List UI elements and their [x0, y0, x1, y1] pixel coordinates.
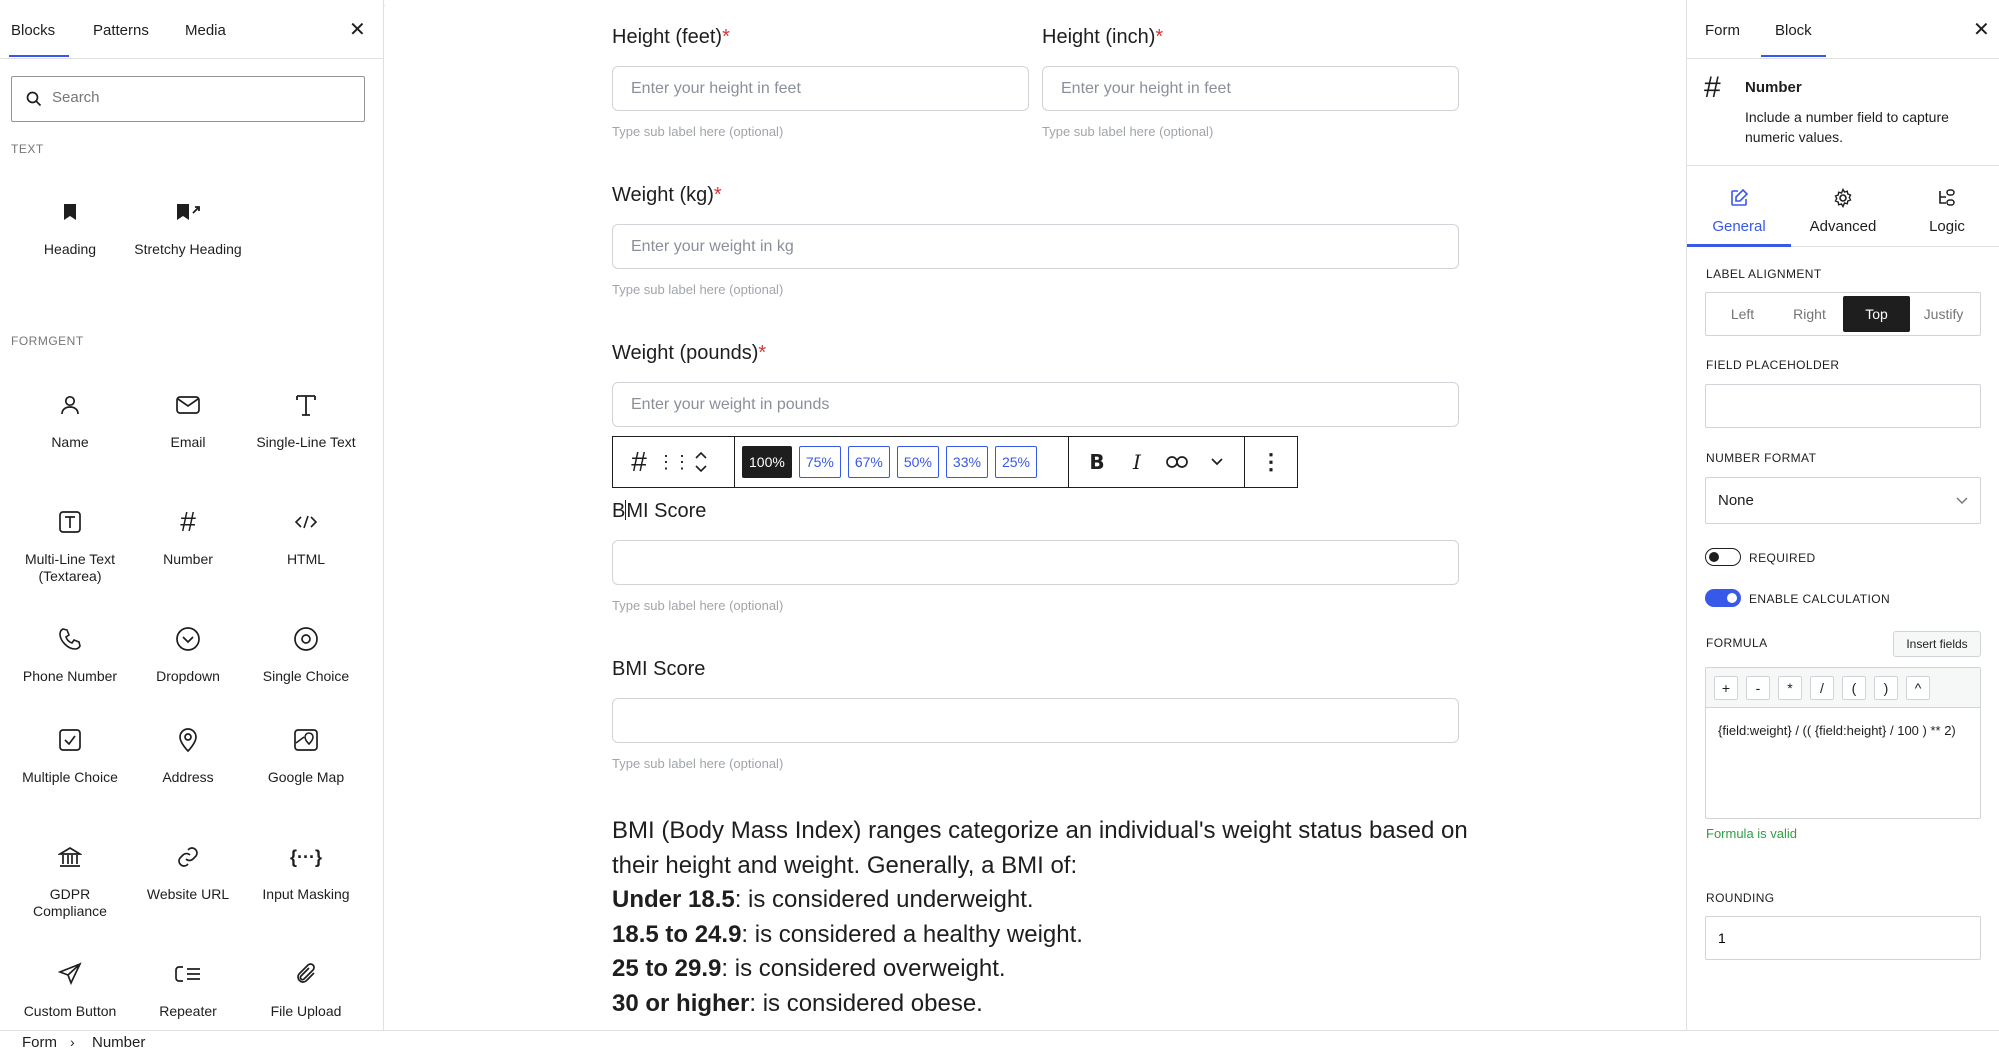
block-label: Heading: [43, 241, 97, 257]
block-description: Include a number field to capture numeric values.: [1745, 109, 1949, 145]
height-feet-input[interactable]: [613, 67, 1028, 110]
block-inserter-panel: [0, 0, 384, 1030]
block-label: Phone Number: [22, 668, 118, 684]
number-format-select[interactable]: [1705, 477, 1981, 524]
drag-handle-icon[interactable]: ⋮⋮: [657, 451, 689, 472]
edit-icon: [1729, 188, 1749, 208]
textarea-icon: [58, 510, 82, 534]
map-icon: [293, 727, 319, 753]
paperclip-icon: [294, 962, 318, 986]
search-input[interactable]: [52, 89, 352, 106]
operator-divide-button[interactable]: /: [1810, 676, 1834, 700]
block-website-url[interactable]: [129, 840, 247, 903]
tab-patterns[interactable]: Patterns: [93, 22, 149, 39]
tab-general[interactable]: General: [1687, 166, 1791, 246]
sub-label[interactable]: Type sub label here (optional): [1042, 124, 1214, 139]
block-input-masking[interactable]: [247, 840, 365, 903]
block-label: Google Map: [267, 769, 345, 785]
label-alignment-label: LABEL ALIGNMENT: [1706, 267, 1822, 281]
user-icon: [58, 393, 82, 417]
field-label-height-inch: Height (inch)*: [1042, 26, 1164, 48]
more-options-icon[interactable]: ⋮: [1260, 449, 1282, 474]
formula-operators: [1706, 668, 1980, 708]
bold-icon[interactable]: B: [1089, 450, 1105, 474]
toolbar-block-section: [613, 437, 735, 487]
formula-editor: [1705, 667, 1981, 819]
text-t-icon: [295, 393, 317, 417]
radio-icon: [293, 626, 319, 652]
block-label: Website URL: [146, 886, 230, 902]
description-line: 30 or higher: is considered obese.: [612, 989, 983, 1017]
inserter-tabs: [0, 0, 383, 59]
sub-label[interactable]: Type sub label here (optional): [612, 598, 784, 613]
block-multi-line-text[interactable]: [11, 505, 129, 585]
hash-icon[interactable]: #: [631, 446, 647, 477]
operator-open-paren-button[interactable]: (: [1842, 676, 1866, 700]
weight-pounds-input[interactable]: [613, 383, 1458, 426]
align-justify-option[interactable]: Justify: [1923, 306, 1964, 322]
weight-kg-input[interactable]: [613, 225, 1458, 268]
tab-logic[interactable]: Logic: [1895, 166, 1999, 246]
block-number[interactable]: [129, 505, 247, 568]
operator-plus-button[interactable]: +: [1714, 676, 1738, 700]
chevron-down-icon[interactable]: [1197, 457, 1237, 467]
enable-calculation-toggle[interactable]: [1705, 589, 1741, 607]
formula-status: Formula is valid: [1706, 826, 1798, 841]
chevron-right-icon: ›: [70, 1034, 75, 1050]
formula-label: FORMULA: [1706, 636, 1768, 650]
link-icon: [176, 845, 200, 869]
block-title: Number: [1745, 79, 1802, 96]
settings-subtabs: [1687, 166, 1999, 247]
block-custom-button[interactable]: [11, 957, 129, 1020]
rounding-input[interactable]: [1706, 917, 1980, 959]
block-label: Address: [162, 769, 214, 785]
width-100-button[interactable]: 100%: [742, 446, 792, 478]
field-placeholder-field: [1705, 384, 1981, 428]
description-intro: BMI (Body Mass Index) ranges categorize an individual's weight status based on their height and weight. Generally, a BMI of:: [612, 817, 1468, 879]
align-top-option[interactable]: Top: [1843, 296, 1910, 332]
close-icon[interactable]: ✕: [1973, 19, 1990, 41]
formula-textarea[interactable]: {field:weight} / (( {field:height} / 100 ) ** 2): [1718, 723, 1956, 738]
link-icon[interactable]: [1157, 455, 1197, 469]
width-50-button[interactable]: 50%: [897, 446, 939, 478]
field-label-weight-pounds: Weight (pounds)*: [612, 342, 767, 364]
block-label: Single-Line Text: [256, 434, 356, 450]
block-dropdown[interactable]: [129, 622, 247, 685]
bmi-score-field: [612, 540, 1459, 585]
required-asterisk: *: [758, 342, 767, 364]
block-label: Single Choice: [262, 668, 350, 684]
mask-braces-icon: {···}: [290, 846, 322, 867]
block-label: HTML: [286, 551, 326, 567]
tab-form[interactable]: Form: [1705, 22, 1740, 39]
breadcrumb-number[interactable]: Number: [92, 1034, 146, 1051]
block-single-line-text[interactable]: [247, 388, 365, 451]
block-label: Number: [163, 551, 213, 567]
close-icon[interactable]: ✕: [349, 19, 366, 41]
description-line: 25 to 29.9: is considered overweight.: [612, 955, 1006, 982]
width-75-button[interactable]: 75%: [799, 446, 841, 478]
sub-label[interactable]: Type sub label here (optional): [612, 282, 784, 297]
tab-media[interactable]: Media: [185, 22, 226, 39]
category-formgent: FORMGENT: [11, 334, 84, 348]
italic-icon[interactable]: I: [1133, 450, 1141, 474]
logic-icon: [1937, 188, 1957, 208]
search-icon: [26, 91, 42, 107]
operator-power-button[interactable]: ^: [1906, 676, 1930, 700]
required-label: REQUIRED: [1749, 551, 1816, 565]
chevron-circle-icon: [175, 626, 201, 652]
block-html[interactable]: [247, 505, 365, 568]
bookmark-icon: [62, 203, 78, 221]
block-label: Name: [51, 434, 89, 450]
code-icon: [294, 514, 318, 530]
required-asterisk: *: [713, 184, 722, 206]
block-repeater[interactable]: [129, 957, 247, 1020]
field-placeholder-input[interactable]: [1706, 385, 1980, 427]
block-label: GDPR Compliance: [33, 886, 107, 919]
block-name[interactable]: [11, 388, 129, 451]
block-label: Email: [170, 434, 206, 450]
block-label: Custom Button: [23, 1003, 117, 1019]
block-search: [11, 76, 365, 122]
block-label: Multi-Line Text (Textarea): [24, 551, 115, 584]
align-right-option[interactable]: Right: [1793, 306, 1826, 322]
height-inch-input[interactable]: [1043, 67, 1458, 110]
bmi-score-2-field: [612, 698, 1459, 743]
field-placeholder-label: FIELD PLACEHOLDER: [1706, 358, 1840, 372]
category-text: TEXT: [11, 142, 44, 156]
field-label-bmi-score-2: BMI Score: [612, 658, 706, 680]
hash-icon: #: [1704, 71, 1721, 104]
insert-fields-button[interactable]: Insert fields: [1893, 631, 1981, 657]
block-label: Input Masking: [262, 886, 350, 902]
breadcrumb: [0, 1030, 1999, 1053]
block-google-map[interactable]: [247, 723, 365, 786]
align-left-option[interactable]: Left: [1730, 306, 1755, 322]
rounding-label: ROUNDING: [1706, 891, 1775, 905]
label-alignment-control: [1705, 292, 1981, 336]
chevron-down-icon: [1956, 497, 1968, 505]
move-up-down-icon[interactable]: [683, 449, 719, 475]
block-label: Dropdown: [156, 668, 220, 684]
enable-calculation-label: ENABLE CALCULATION: [1749, 592, 1891, 606]
block-label: Multiple Choice: [22, 769, 118, 785]
bmi-score-input[interactable]: [613, 541, 1458, 584]
width-33-button[interactable]: 33%: [946, 446, 988, 478]
required-asterisk: *: [722, 26, 730, 48]
operator-minus-button[interactable]: -: [1746, 676, 1770, 700]
operator-close-paren-button[interactable]: ): [1874, 676, 1898, 700]
sub-label[interactable]: Type sub label here (optional): [612, 756, 784, 771]
operator-multiply-button[interactable]: *: [1778, 676, 1802, 700]
required-toggle[interactable]: [1705, 548, 1741, 566]
rounding-field: [1705, 916, 1981, 960]
block-file-upload[interactable]: [247, 957, 365, 1020]
bank-icon: [58, 845, 82, 869]
phone-icon: [58, 627, 82, 651]
tab-advanced[interactable]: Advanced: [1791, 166, 1895, 246]
hash-icon: #: [180, 506, 196, 537]
required-asterisk: *: [1155, 26, 1164, 48]
width-25-button[interactable]: 25%: [995, 446, 1037, 478]
settings-tabs: [1687, 0, 1999, 59]
block-heading[interactable]: [11, 195, 129, 258]
height-inch-field: [1042, 66, 1459, 111]
description-line: 18.5 to 24.9: is considered a healthy weight.: [612, 920, 1083, 948]
block-email[interactable]: [129, 388, 247, 451]
bmi-description: [612, 814, 1492, 1021]
block-multiple-choice[interactable]: [11, 723, 129, 786]
block-phone-number[interactable]: [11, 622, 129, 685]
bmi-score-2-input[interactable]: [613, 699, 1458, 742]
send-icon: [58, 962, 82, 986]
toolbar-format-section: [1069, 437, 1245, 487]
toolbar-options-section: [1245, 437, 1297, 487]
number-format-label: NUMBER FORMAT: [1706, 451, 1817, 465]
repeater-icon: [174, 964, 202, 984]
field-label-weight-kg: Weight (kg)*: [612, 184, 722, 206]
block-label: Repeater: [159, 1003, 217, 1019]
toolbar-width-section: [735, 437, 1069, 487]
envelope-icon: [175, 394, 201, 416]
width-67-button[interactable]: 67%: [848, 446, 890, 478]
map-pin-icon: [177, 727, 199, 753]
description-line: Under 18.5: is considered underweight.: [612, 886, 1034, 913]
tab-block[interactable]: Block: [1775, 22, 1812, 39]
block-label: File Upload: [270, 1003, 342, 1019]
block-stretchy-heading[interactable]: [129, 195, 247, 258]
block-card: [1687, 59, 1999, 166]
block-toolbar: [612, 436, 1298, 488]
breadcrumb-form[interactable]: Form: [22, 1034, 57, 1051]
gear-icon: [1833, 188, 1853, 208]
field-label-bmi-score[interactable]: BMI Score: [612, 500, 707, 522]
height-feet-field: [612, 66, 1029, 111]
settings-panel: [1686, 0, 1999, 1030]
block-single-choice[interactable]: [247, 622, 365, 685]
block-gdpr-compliance[interactable]: [11, 840, 129, 920]
weight-kg-field: [612, 224, 1459, 269]
number-format-value: None: [1718, 492, 1754, 509]
sub-label[interactable]: Type sub label here (optional): [612, 124, 784, 139]
field-label-height-feet: Height (feet)*: [612, 26, 730, 48]
block-address[interactable]: [129, 723, 247, 786]
tab-blocks[interactable]: Blocks: [11, 22, 56, 39]
stretchy-heading-icon: [175, 203, 201, 221]
block-label: Stretchy Heading: [134, 241, 242, 257]
checkbox-icon: [58, 728, 82, 752]
weight-pounds-field: [612, 382, 1459, 427]
